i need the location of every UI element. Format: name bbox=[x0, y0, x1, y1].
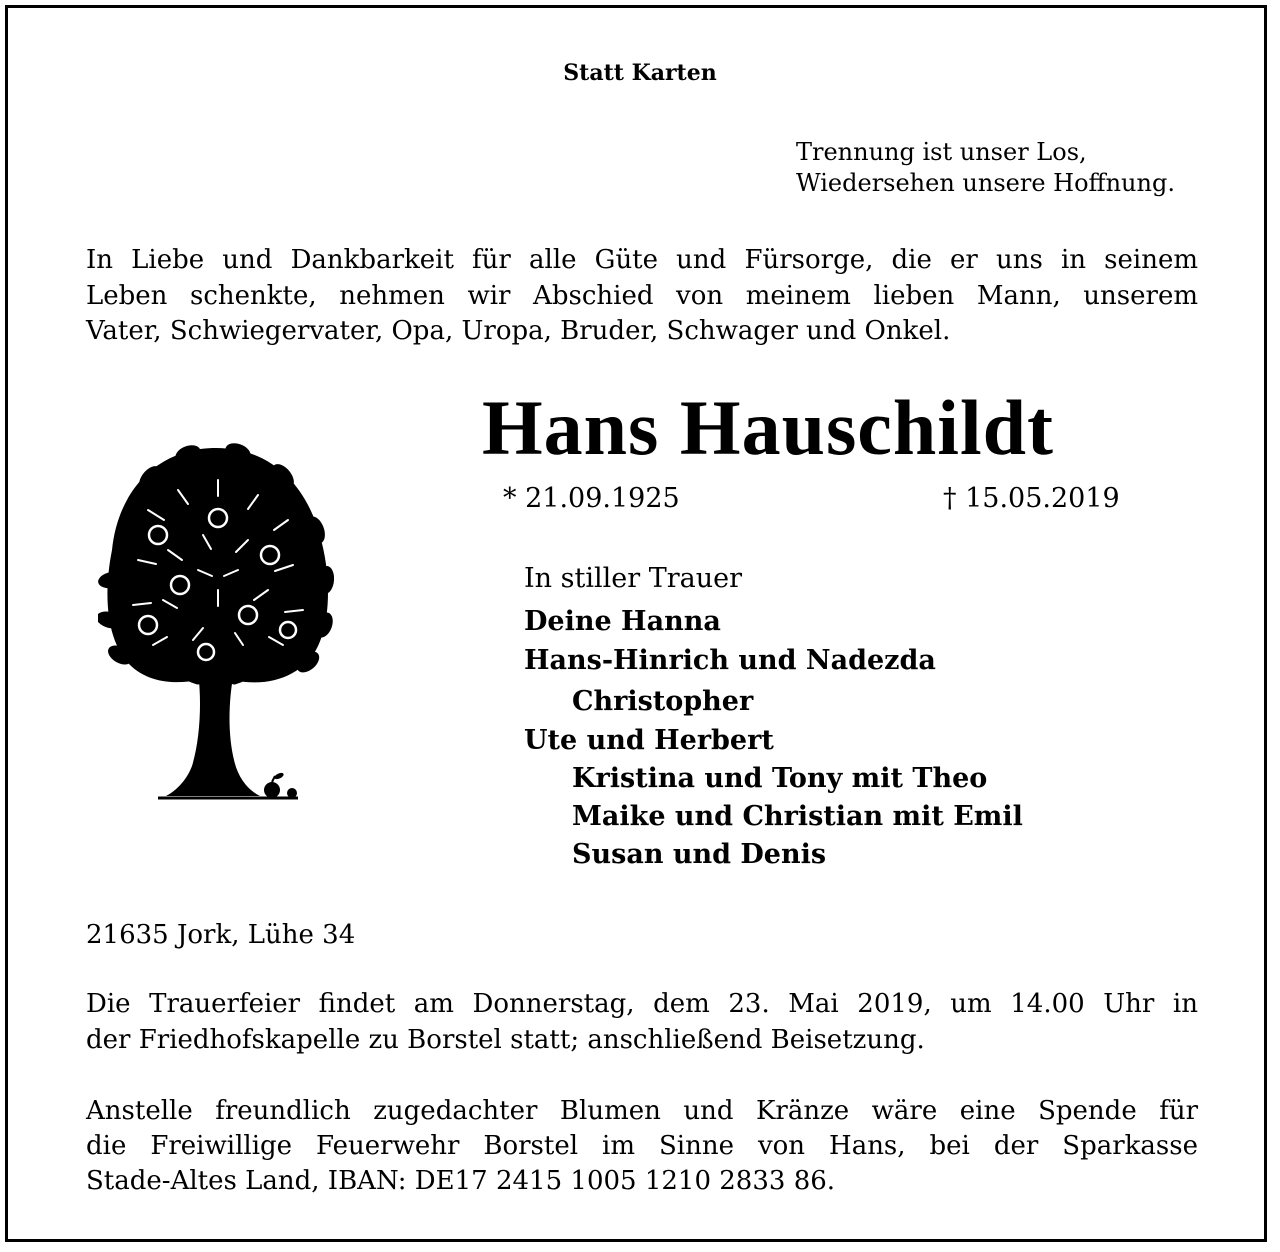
donation-line: die Freiwillige Feuerwehr Borstel im Sinne von Hans, bei der Sparkasse bbox=[86, 1131, 1198, 1161]
family-member: Hans-Hinrich und Nadezda bbox=[524, 645, 936, 676]
birth-date: * 21.09.1925 bbox=[503, 483, 680, 514]
motto-line: Wiedersehen unsere Hoffnung. bbox=[796, 169, 1175, 197]
deceased-name: Hans Hauschildt bbox=[482, 384, 1055, 471]
header-statt-karten: Statt Karten bbox=[563, 60, 717, 86]
funeral-line: Die Trauerfeier findet am Donnerstag, dem 23. Mai 2019, um 14.00 Uhr in bbox=[86, 989, 1198, 1019]
donation-line: Anstelle freundlich zugedachter Blumen und Kränze wäre eine Spende für bbox=[86, 1096, 1198, 1126]
motto-line: Trennung ist unser Los, bbox=[796, 138, 1087, 166]
family-member: Deine Hanna bbox=[524, 606, 721, 637]
death-date: † 15.05.2019 bbox=[943, 483, 1120, 514]
family-member: Susan und Denis bbox=[572, 839, 827, 870]
intro-line: In Liebe und Dankbarkeit für alle Güte und Fürsorge, die er uns in seinem bbox=[86, 245, 1198, 275]
intro-line: Leben schenkte, nehmen wir Abschied von meinem lieben Mann, unserem bbox=[86, 281, 1198, 311]
family-member: Kristina und Tony mit Theo bbox=[572, 763, 988, 794]
intro-line: Vater, Schwiegervater, Opa, Uropa, Bruder, Schwager und Onkel. bbox=[86, 316, 951, 346]
family-member: Christopher bbox=[572, 686, 754, 717]
mourning-label: In stiller Trauer bbox=[524, 563, 743, 594]
family-member: Maike und Christian mit Emil bbox=[572, 801, 1023, 832]
funeral-line: der Friedhofskapelle zu Borstel statt; anschließend Beisetzung. bbox=[86, 1025, 925, 1055]
motto bbox=[796, 137, 1175, 199]
family-member: Ute und Herbert bbox=[524, 725, 774, 756]
tree-icon bbox=[98, 440, 334, 812]
donation-line: Stade-Altes Land, IBAN: DE17 2415 1005 1210 2833 86. bbox=[86, 1166, 836, 1196]
address: 21635 Jork, Lühe 34 bbox=[86, 920, 356, 950]
